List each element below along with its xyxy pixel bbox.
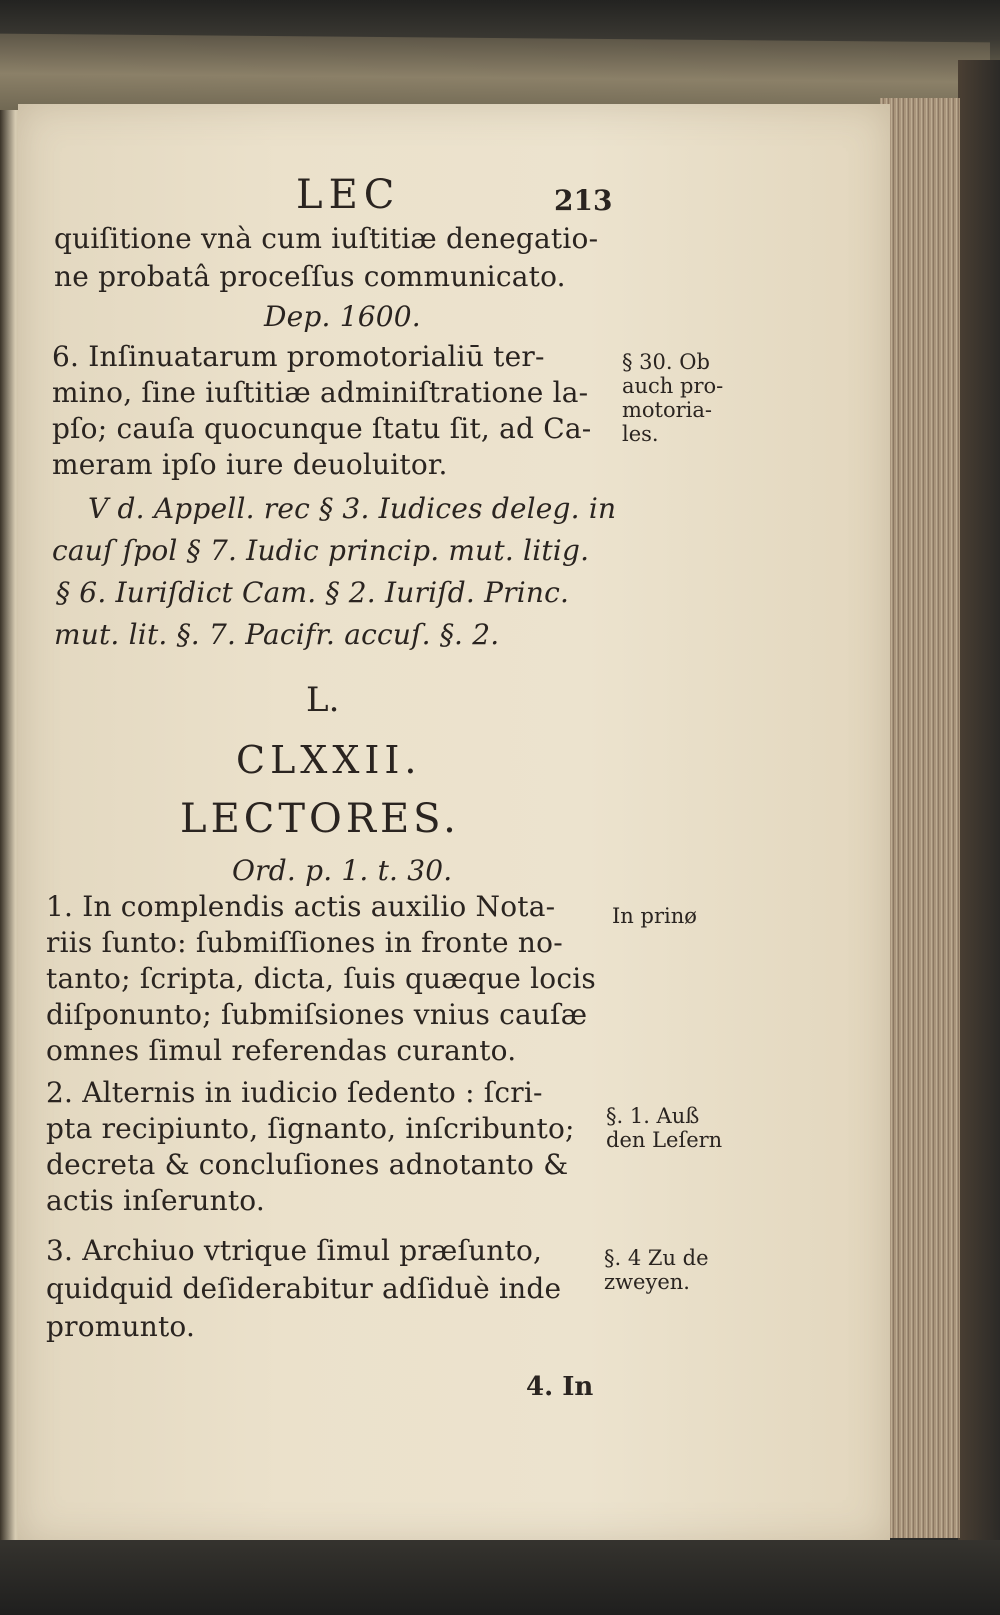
catchword: 4. In <box>526 1372 594 1402</box>
text-line: actis inſerunto. <box>46 1184 265 1217</box>
ordo-reference: Ord. p. 1. t. 30. <box>232 854 453 887</box>
page-number: 213 <box>554 184 613 217</box>
page-edges <box>880 98 960 1538</box>
margin-note: §. 4 Zu de zweyen. <box>604 1246 709 1294</box>
text-line: 6. Inſinuatarum promotorialiū ter- <box>52 340 545 373</box>
section-title: LECTORES. <box>180 796 460 842</box>
text-line: quidquid deſiderabitur adſiduè inde <box>46 1272 562 1305</box>
letter-heading: L. <box>306 680 340 720</box>
book-cover-right <box>958 60 1000 1560</box>
text-line: meram ipſo iure deuoluitor. <box>52 448 448 481</box>
text-line: mino, ſine iuſtitiæ adminiſtratione la- <box>52 376 589 409</box>
running-head: LEC <box>296 172 401 218</box>
crossref-line: mut. lit. §. 7. Pacifr. accuſ. §. 2. <box>54 618 500 651</box>
text-line: 2. Alternis in iudicio ſedento : ſcri- <box>46 1076 543 1109</box>
text-line: riis ſunto: ſubmiſſiones in fronte no- <box>46 926 563 959</box>
text-line: 1. In complendis actis auxilio Nota- <box>46 890 556 923</box>
text-line: tanto; ſcripta, dicta, ſuis quæque locis <box>46 962 596 995</box>
text-line: omnes ſimul referendas curanto. <box>46 1034 517 1067</box>
crossref-line: cauſ ſpol § 7. Iudic princip. mut. litig. <box>52 534 590 567</box>
text-line: decreta & concluſiones adnotanto & <box>46 1148 569 1181</box>
crossref-line: § 6. Iuriſdict Cam. § 2. Iuriſd. Princ. <box>56 576 570 609</box>
margin-note: §. 1. Auß den Leſern <box>606 1104 723 1152</box>
text-line: promunto. <box>46 1310 196 1343</box>
date-line: Dep. 1600. <box>264 300 421 333</box>
margin-note: In prinø <box>612 904 697 928</box>
book-bottom-shadow <box>0 1540 1000 1615</box>
crossref-line: V d. Appell. rec § 3. Iudices deleg. in <box>88 492 617 525</box>
section-number: CLXXII. <box>236 738 422 782</box>
text-line: ne probatâ proceſſus communicato. <box>54 260 566 293</box>
text-line: pſo; cauſa quocunque ſtatu ſit, ad Ca- <box>52 412 592 445</box>
text-line: quiſitione vnà cum iuſtitiæ denegatio- <box>54 222 599 255</box>
text-line: 3. Archiuo vtrique ſimul præſunto, <box>46 1234 543 1267</box>
text-line: pta recipiunto, ſignanto, inſcribunto; <box>46 1112 575 1145</box>
text-line: diſponunto; ſubmiſsiones vnius cauſæ <box>46 998 588 1031</box>
margin-note: § 30. Ob auch pro- motoria- les. <box>622 350 724 446</box>
